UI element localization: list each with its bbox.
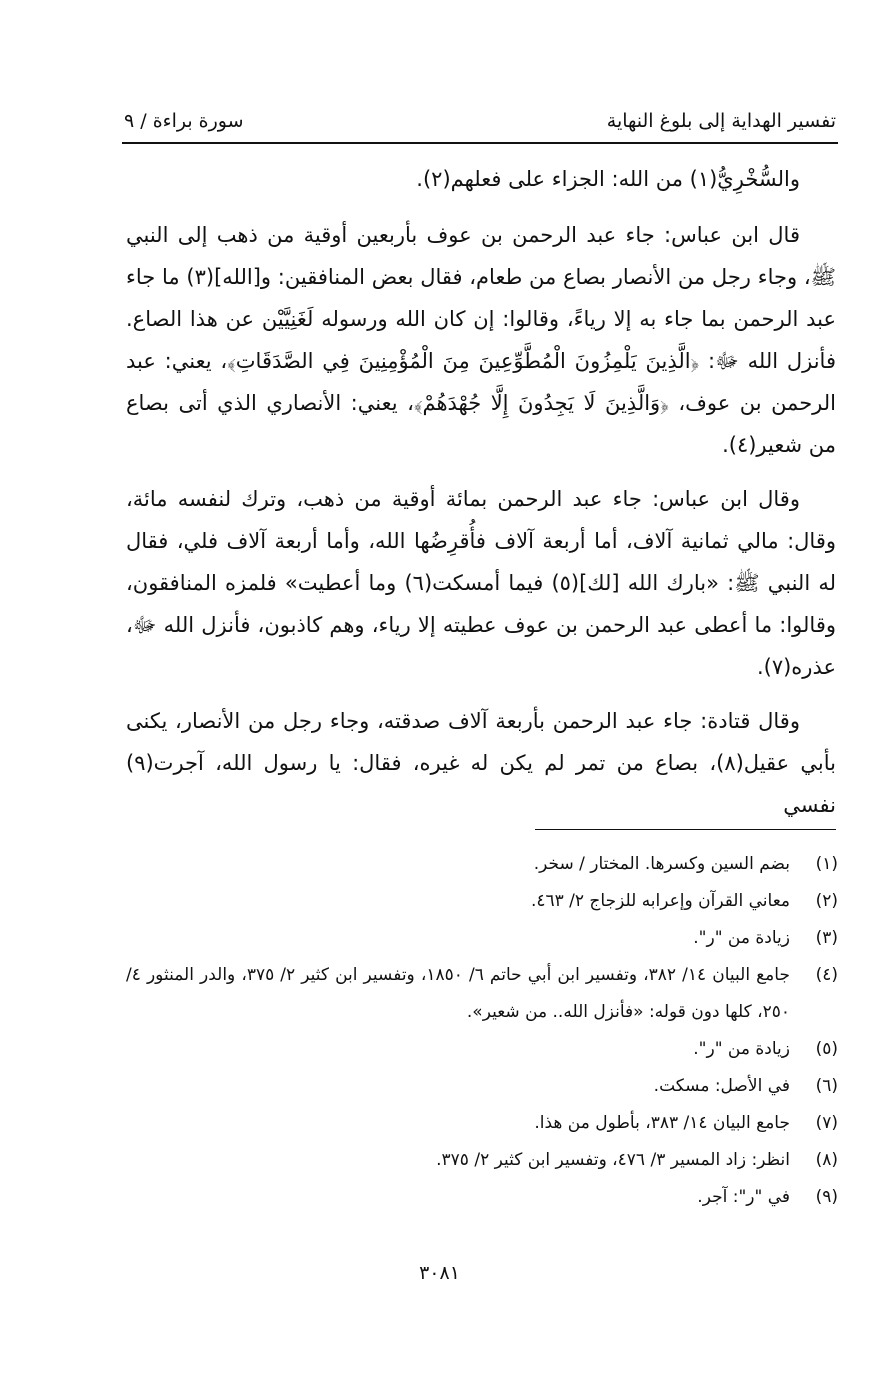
surah-label: سورة براءة / ٩ [124,110,244,132]
footnote-text: جامع البيان ١٤/ ٣٨٣، بأطول من هذا. [534,1113,790,1133]
footnote-number: (٣) [815,928,838,948]
main-text [126,158,836,838]
footnote-number: (٥) [815,1039,838,1059]
footnote-item [126,1105,838,1142]
book-title: تفسير الهداية إلى بلوغ النهاية [606,110,836,132]
footnote-text: في الأصل: مسكت. [653,1076,790,1096]
footnote-text: انظر: زاد المسير ٣/ ٤٧٦، وتفسير ابن كثير ٢/ ٣٧٥. [436,1150,790,1170]
running-header [124,98,836,132]
paragraph: قال ابن عباس: جاء عبد الرحمن بن عوف بأربعين أوقية من ذهب إلى النبي ﷺ، وجاء رجل من الأنصار بصاع من طعام، فقال بعض المنافقين: و[الله](٣) ما جاء عبد الرحمن بما جاء به إلا رياءً، وقالوا: إن كان الله ورسوله لَغَنِيَّيْن عن هذا الصاع. فأنزل الله ﷻ: ﴿الَّذِينَ يَلْمِزُونَ الْمُطَّوِّعِينَ مِنَ الْمُؤْمِنِينَ فِي الصَّدَقَاتِ﴾، يعني: عبد الرحمن بن عوف، ﴿وَالَّذِينَ لَا يَجِدُونَ إِلَّا جُهْدَهُمْ﴾، يعني: الأنصاري الذي أتى بصاع من شعير(٤). [126,223,836,457]
footnote-number: (٩) [815,1187,838,1207]
footnote-number: (٦) [815,1076,838,1096]
page-number: ٣٠٨١ [419,1262,460,1284]
footnote-item [126,1068,838,1105]
footnote-item [126,846,838,883]
footnote-item [126,920,838,957]
footnote-item [126,1142,838,1179]
footnote-item [126,1179,838,1216]
footnote-number: (٧) [815,1113,838,1133]
paragraph: وقال قتادة: جاء عبد الرحمن بأربعة آلاف صدقته، وجاء رجل من الأنصار، يكنى بأبي عقيل(٨)، بصاع من تمر لم يكن له غيره، فقال: يا رسول الله، آجرت(٩) نفسي [126,709,837,817]
footnote-text: بضم السين وكسرها. المختار / سخر. [533,854,790,874]
paragraph: والسُّخْرِيُّ(١) من الله: الجزاء على فعلهم(٢). [416,167,800,191]
footnote-number: (٨) [815,1150,838,1170]
paragraph: وقال ابن عباس: جاء عبد الرحمن بمائة أوقية من ذهب، وترك لنفسه مائة، وقال: مالي ثمانية آلاف، أما أربعة آلاف فأُقرِضُها الله، وأما أربعة آلاف فلي، فقال له النبي ﷺ: «بارك الله [لك](٥) فيما أمسكت(٦) وما أعطيت» فلمزه المنافقون، وقالوا: ما أعطى عبد الرحمن بن عوف عطيته إلا رياء، وهم كاذبون، فأنزل الله ﷻ، عذره(٧). [126,487,836,679]
footnote-text: زيادة من "ر". [693,1039,790,1059]
footnote-item [126,1031,838,1068]
footnote-number: (١) [815,854,838,874]
footnote-number: (٢) [815,891,838,911]
footnote-text: معاني القرآن وإعرابه للزجاج ٢/ ٤٦٣. [530,891,790,911]
footnote-item [126,957,838,1031]
header-divider [122,142,838,144]
footnotes [126,846,838,1216]
footnote-divider [535,829,836,830]
footnote-text: في "ر": آجر. [697,1187,790,1207]
footnote-text: زيادة من "ر". [693,928,790,948]
footnote-item [126,883,838,920]
footnote-number: (٤) [815,965,838,985]
footnote-text: جامع البيان ١٤/ ٣٨٢، وتفسير ابن أبي حاتم ٦/ ١٨٥٠، وتفسير ابن كثير ٢/ ٣٧٥، والدر المنثور ٤/ ٢٥٠، كلها دون قوله: «فأنزل الله.. من شعير». [126,965,790,1022]
